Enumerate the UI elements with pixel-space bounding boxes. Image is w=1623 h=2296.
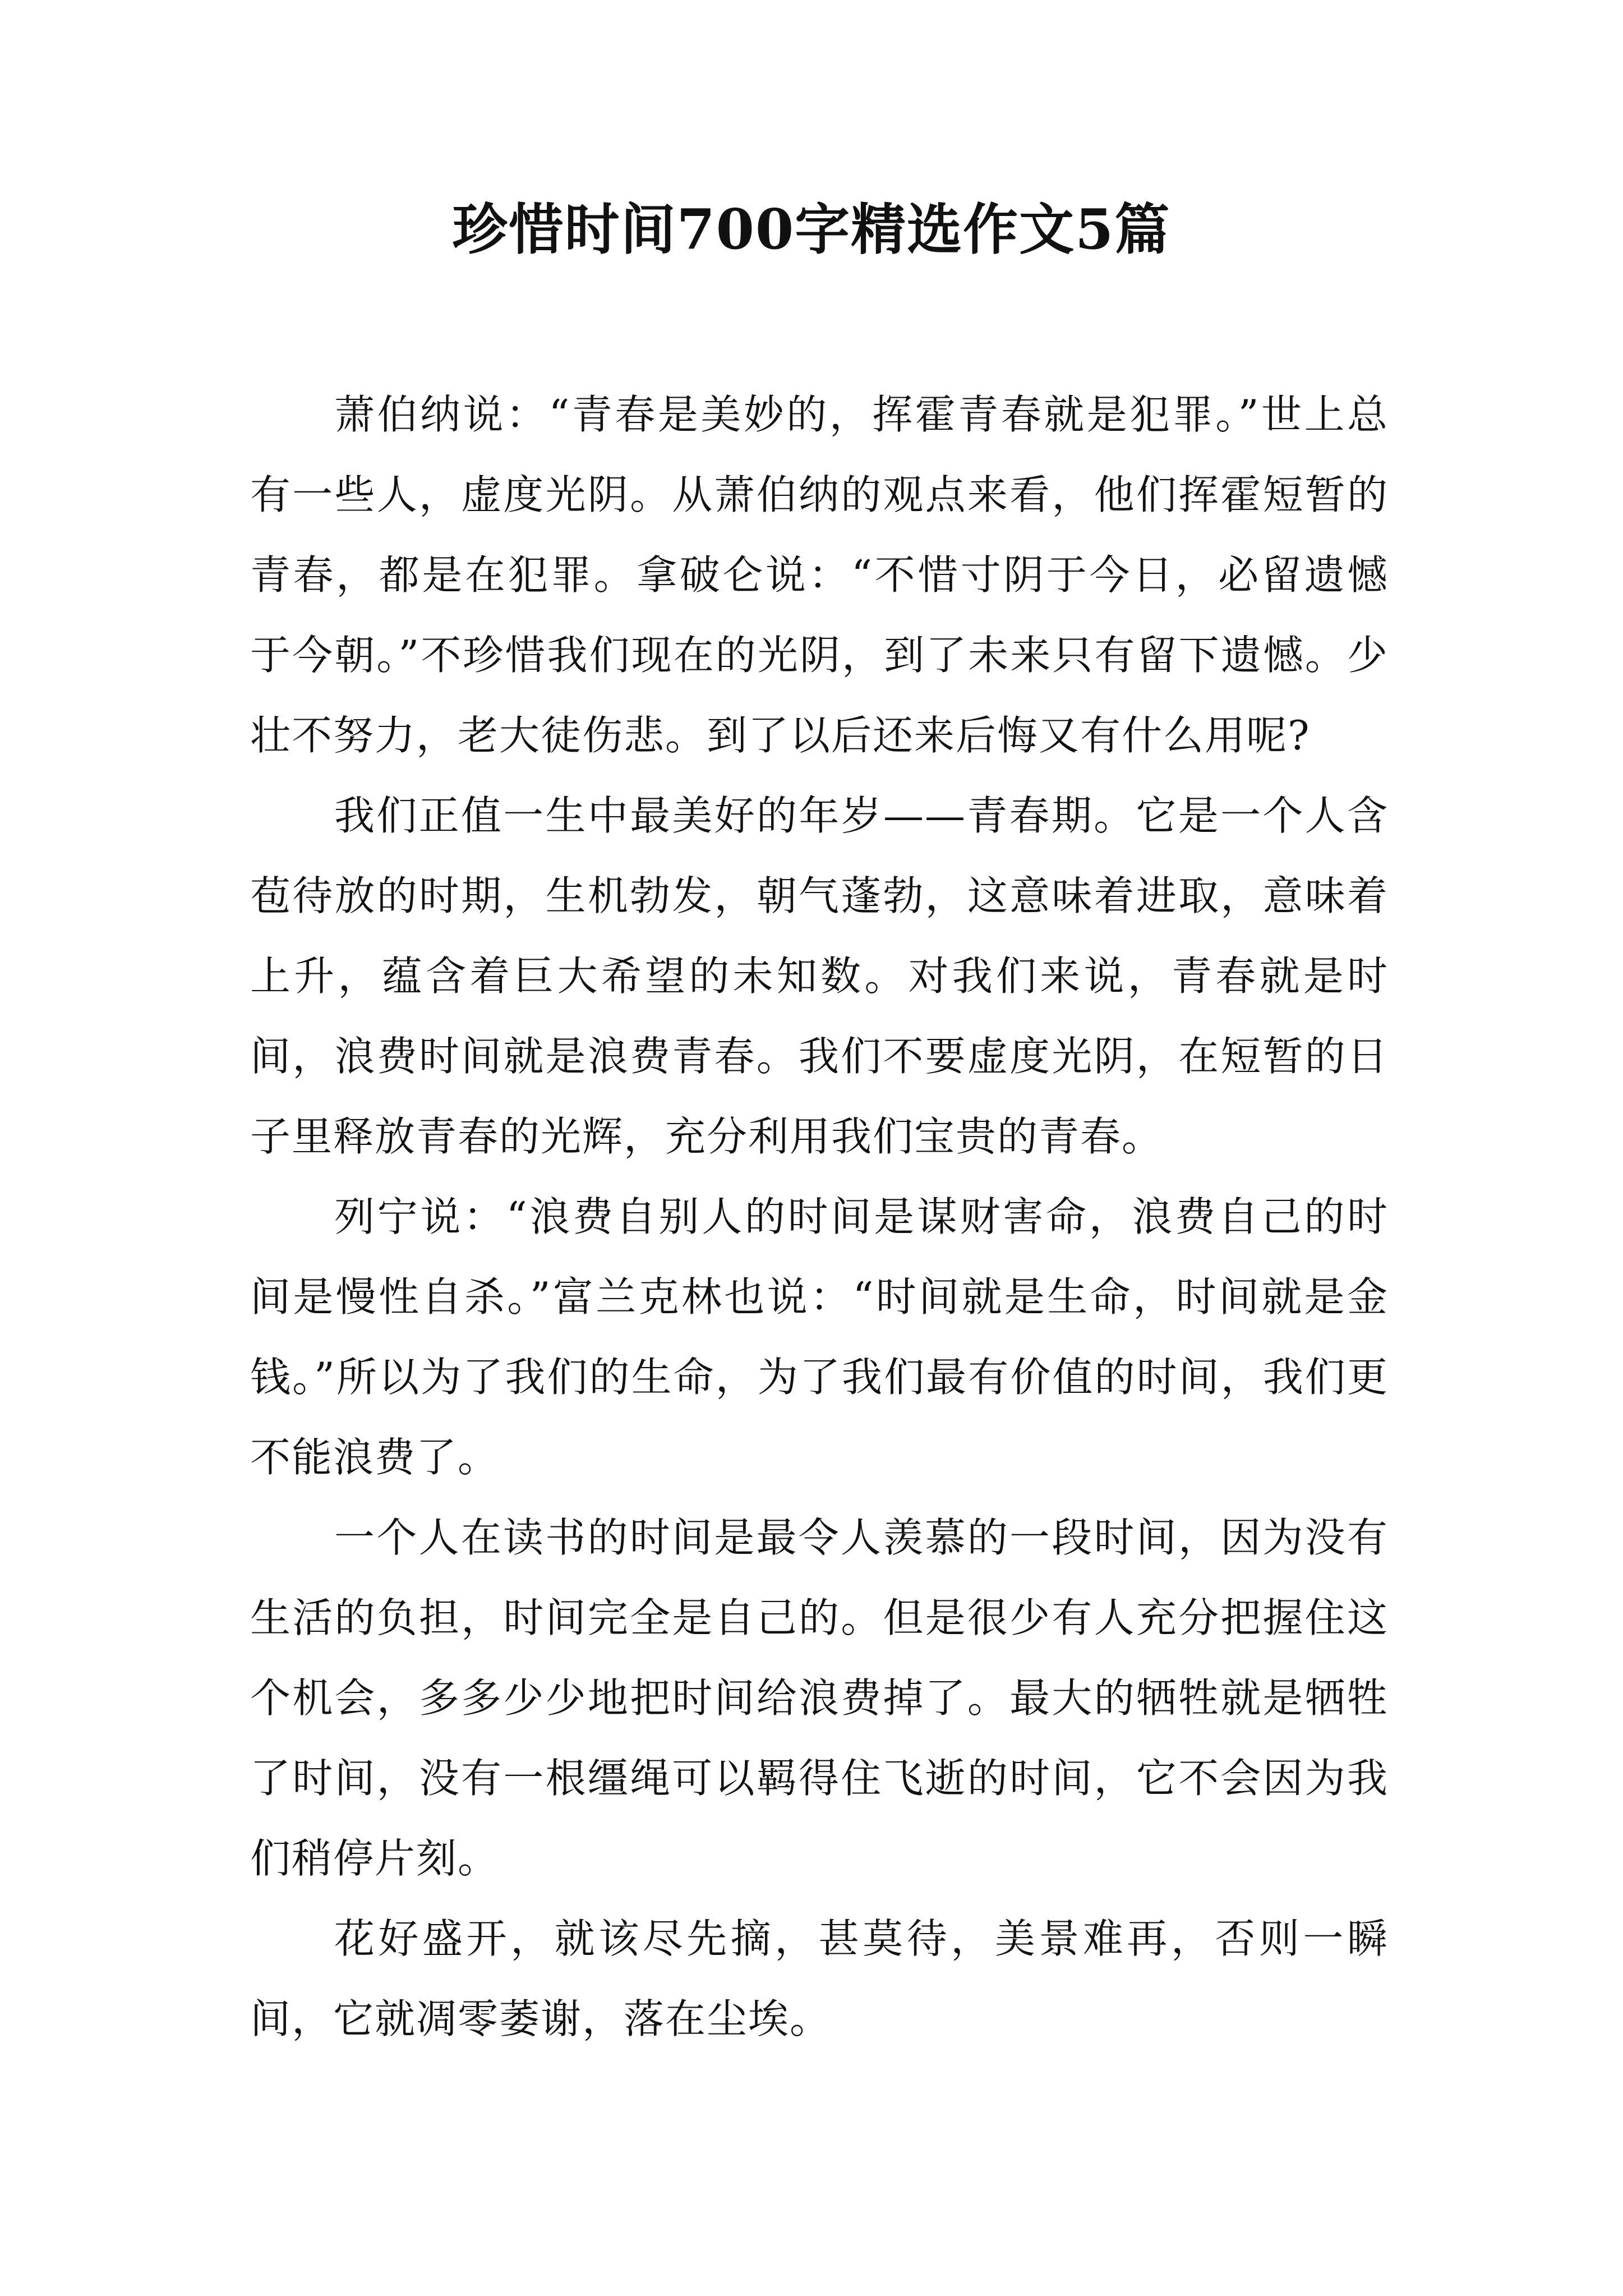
paragraph-3: 列宁说：“浪费自别人的时间是谋财害命，浪费自己的时间是慢性自杀。”富兰克林也说：“时间就是生命，时间就是金钱。”所以为了我们的生命，为了我们最有价值的时间，我们更不能浪费了。 <box>250 1193 1389 1481</box>
document-title: 珍惜时间700字精选作文5篇 <box>452 197 1171 262</box>
paragraph-4: 一个人在读书的时间是最令人羡慕的一段时间，因为没有生活的负担，时间完全是自己的。但是很少有人充分把握住这个机会，多多少少地把时间给浪费掉了。最大的牺牲就是牺牲了时间，没有一根缰绳可以羁得住飞逝的时间，它不会因为我们稍停片刻。 <box>250 1514 1389 1882</box>
paragraph-2: 我们正值一生中最美好的年岁——青春期。它是一个人含苞待放的时期，生机勃发，朝气蓬勃，这意味着进取，意味着上升，蕴含着巨大希望的未知数。对我们来说，青春就是时间，浪费时间就是浪费青春。我们不要虚度光阴，在短暂的日子里释放青春的光辉，充分利用我们宝贵的青春。 <box>250 792 1389 1160</box>
paragraph-1: 萧伯纳说：“青春是美妙的，挥霍青春就是犯罪。”世上总有一些人，虚度光阴。从萧伯纳的观点来看，他们挥霍短暂的青春，都是在犯罪。拿破仑说：“不惜寸阴于今日，必留遗憾于今朝。”不珍惜我们现在的光阴，到了未来只有留下遗憾。少壮不努力，老大徒伤悲。到了以后还来后悔又有什么用呢? <box>250 391 1389 759</box>
document-body <box>250 375 1389 2059</box>
paragraph-5: 花好盛开，就该尽先摘，甚莫待，美景难再，否则一瞬间，它就凋零萎谢，落在尘埃。 <box>250 1915 1389 2042</box>
